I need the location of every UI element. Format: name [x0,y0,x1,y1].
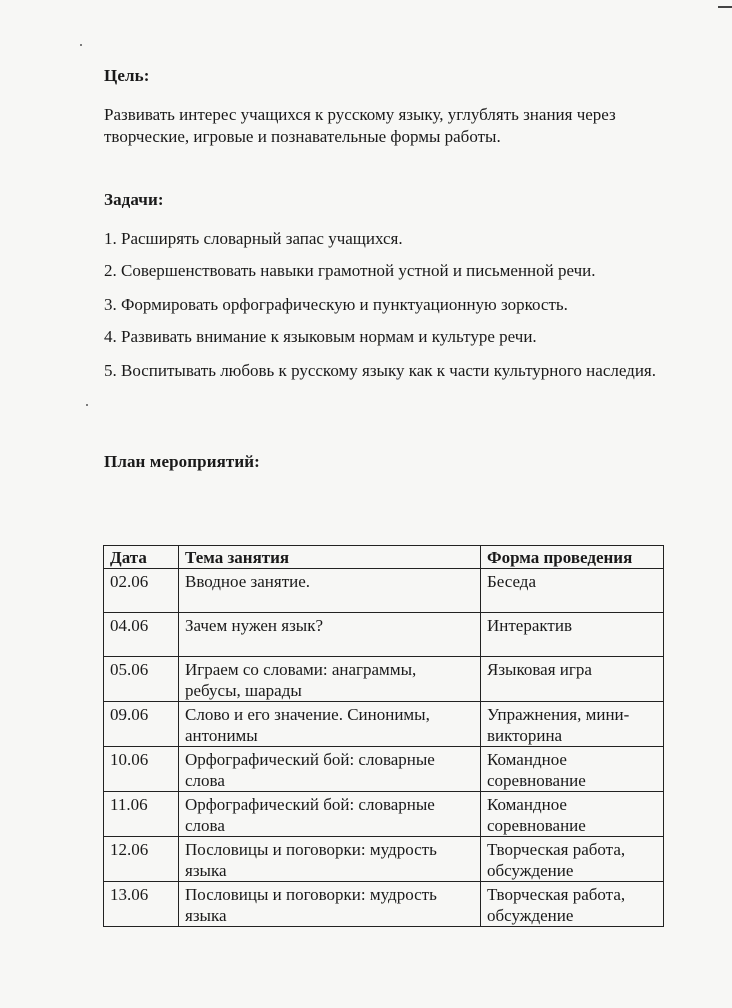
cell-format: Творческая работа, обсуждение [481,837,664,882]
scan-speck [86,404,88,406]
table-row [104,747,664,792]
cell-format: Командное соревнование [481,792,664,837]
cell-date: 02.06 [104,569,179,613]
cell-topic: Зачем нужен язык? [179,613,481,657]
cell-topic: Пословицы и поговорки: мудрость языка [179,837,481,882]
plan-table-header-row [104,546,664,569]
cell-topic: Играем со словами: анаграммы, ребусы, шарады [179,657,481,702]
cell-date: 11.06 [104,792,179,837]
table-row [104,792,664,837]
goal-text: Развивать интерес учащихся к русскому языку, углублять знания через творческие, игровые и познавательные формы работы. [104,105,616,146]
cell-date: 12.06 [104,837,179,882]
column-header-format: Форма проведения [481,546,664,569]
cell-topic: Пословицы и поговорки: мудрость языка [179,882,481,927]
cell-date: 09.06 [104,702,179,747]
cell-date: 13.06 [104,882,179,927]
cell-topic: Слово и его значение. Синонимы, антонимы [179,702,481,747]
column-header-topic: Тема занятия [179,546,481,569]
column-header-date: Дата [104,546,179,569]
table-row [104,837,664,882]
table-row [104,613,664,657]
cell-date: 05.06 [104,657,179,702]
cell-format: Беседа [481,569,664,613]
cell-format: Творческая работа, обсуждение [481,882,664,927]
cell-topic: Вводное занятие. [179,569,481,613]
table-row [104,657,664,702]
table-row [104,569,664,613]
cell-date: 10.06 [104,747,179,792]
cell-topic: Орфографический бой: словарные слова [179,792,481,837]
table-row [104,882,664,927]
goal-heading: Цель: [104,66,150,85]
cell-format: Упражнения, мини-викторина [481,702,664,747]
cell-format: Языковая игра [481,657,664,702]
scan-edge-mark [718,6,732,8]
task-item-2: 2. Совершенствовать навыки грамотной устной и письменной речи. [104,261,596,280]
cell-format: Командное соревнование [481,747,664,792]
plan-table [103,545,664,927]
cell-topic: Орфографический бой: словарные слова [179,747,481,792]
cell-date: 04.06 [104,613,179,657]
scan-speck [80,44,82,46]
task-item-5: 5. Воспитывать любовь к русскому языку как к части культурного наследия. [104,361,656,380]
tasks-heading: Задачи: [104,190,164,209]
task-item-4: 4. Развивать внимание к языковым нормам и культуре речи. [104,327,537,346]
cell-format: Интерактив [481,613,664,657]
task-item-1: 1. Расширять словарный запас учащихся. [104,229,403,248]
plan-heading: План мероприятий: [104,452,260,471]
table-row [104,702,664,747]
task-item-3: 3. Формировать орфографическую и пунктуационную зоркость. [104,295,568,314]
